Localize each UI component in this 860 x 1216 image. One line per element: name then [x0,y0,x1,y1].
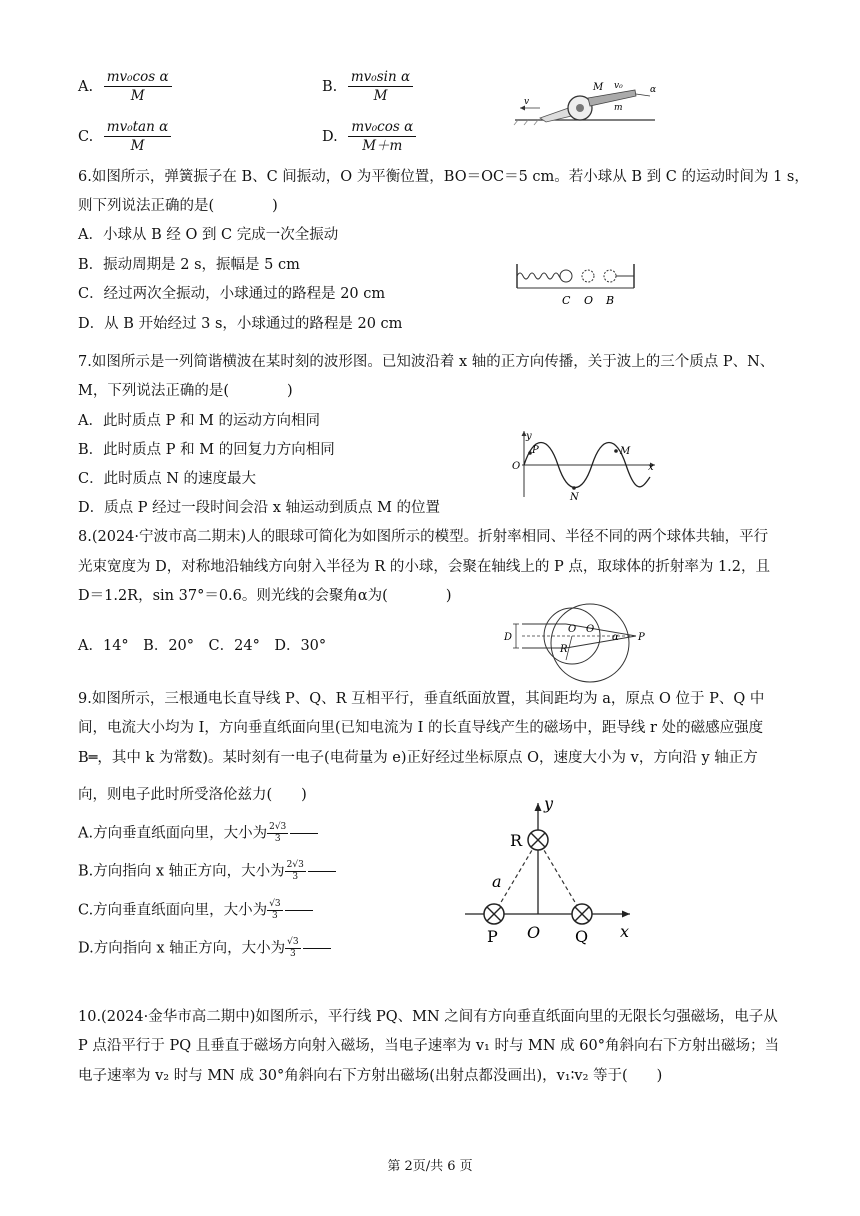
q6-label-C: C [562,294,571,307]
q8-eye-figure [500,602,660,684]
underline [303,948,331,949]
q8-stem-line3: D＝1.2R，sin 37°＝0.6。则光线的会聚角α为( ) [78,588,452,604]
q5-option-b [322,68,413,105]
fraction-denominator: 3 [274,834,281,844]
q9-option-a-text: A.方向垂直纸面向里，大小为 [78,825,268,842]
q10-stem-line2: P 点沿平行于 PQ 且垂直于磁场方向射入磁场，当电子速率为 v₁ 时与 MN 成 60°角斜向右下方射出磁场；当 [78,1038,780,1054]
q9-option-b [78,860,336,883]
fraction-numerator: √3 [269,899,281,909]
q6-spring-figure [512,262,642,310]
fraction-numerator: mv₀sin α [348,68,413,87]
fraction-numerator: 2√3 [286,860,304,870]
q5-option-a-fraction [104,68,172,105]
q5-label-alpha: α [650,85,657,95]
fraction-numerator: mv₀cos α [104,68,172,87]
q5-option-b-fraction [348,68,413,105]
fraction-denominator: 3 [289,949,296,959]
fraction-denominator: M [130,138,145,154]
q7-option-d: D．质点 P 经过一段时间会沿 x 轴运动到质点 M 的位置 [78,500,441,516]
q9-option-d [78,937,331,960]
q6-stem-line1: 6.如图所示，弹簧振子在 B、C 间振动，O 为平衡位置，BO＝OC＝5 cm。若小球从 B 到 C 的运动时间为 1 s， [78,169,809,185]
q8-label-R: R [560,644,568,655]
q8-label-O-small: O [568,624,577,635]
fraction-numerator: 2√3 [269,822,287,832]
q6-label-B: B [606,294,615,307]
fraction-denominator: M [130,88,145,104]
q5-option-d-label: D. [322,128,338,145]
fraction-denominator: M＋m [362,138,403,154]
q5-option-c [78,118,171,155]
q9-stem-line3: B═，其中 k 为常数)。某时刻有一电子(电荷量为 e)正好经过坐标原点 O，速度大小为 v，方向沿 y 轴正方 [78,750,758,766]
q8-options: A．14° B．20° C．24° D．30° [78,638,327,654]
q7-stem-line1: 7.如图所示是一列简谐横波在某时刻的波形图。已知波沿着 x 轴的正方向传播，关于波上的三个质点 P、N、 [78,354,775,370]
q9-label-O: O [527,923,541,942]
q5-option-a-label: A. [78,78,94,95]
q5-option-b-label: B. [322,78,338,95]
q7-label-x: x [648,462,654,473]
q7-label-y: y [526,431,532,442]
q5-label-v0: v₀ [614,81,623,91]
q5-label-M: M [593,82,604,93]
q7-label-M: M [620,446,631,457]
q8-stem-line1: 8.(2024·宁波市高二期末)人的眼球可简化为如图所示的模型。折射率相同、半径不同的两个球体共轴，平行 [78,529,769,545]
q9-stem-line4: 向，则电子此时所受洛伦兹力( ) [78,787,307,803]
q6-option-c: C．经过两次全振动，小球通过的路程是 20 cm [78,286,386,302]
q6-option-d: D．从 B 开始经过 3 s，小球通过的路程是 20 cm [78,316,403,332]
q9-option-c-text: C.方向垂直纸面向里，大小为 [78,902,268,919]
q9-option-b-fraction [285,860,306,883]
fraction-numerator: mv₀tan α [104,118,171,137]
underline [290,833,318,834]
q9-stem-line2: 间，电流大小均为 I，方向垂直纸面向里(已知电流为 I 的长直导线产生的磁场中，距导线 r 处的磁感应强度 [78,720,764,736]
underline [285,910,313,911]
q9-wires-figure [460,795,640,945]
q8-label-D: D [504,632,513,643]
q6-label-O: O [584,294,594,307]
fraction-numerator: √3 [287,937,299,947]
q9-label-a: a [492,872,502,891]
wire-R-cross-icon [528,830,548,850]
page-footer: 第 2页/共 6 页 [387,1159,473,1174]
q5-option-d-fraction [348,118,416,155]
q9-option-b-text: B.方向指向 x 轴正方向，大小为 [78,863,285,880]
q9-option-a-fraction [267,822,288,845]
q10-stem-line1: 10.(2024·金华市高二期中)如图所示，平行线 PQ、MN 之间有方向垂直纸面向里的无限长匀强磁场，电子从 [78,1009,778,1025]
q6-stem-line2: 则下列说法正确的是( ) [78,198,278,214]
q7-option-b: B．此时质点 P 和 M 的回复力方向相同 [78,442,335,458]
q9-option-c [78,899,313,922]
q5-option-d [322,118,416,155]
q7-option-a: A．此时质点 P 和 M 的运动方向相同 [78,413,321,429]
q9-option-d-text: D.方向指向 x 轴正方向，大小为 [78,940,286,957]
q5-label-v: v [524,97,530,107]
q8-label-alpha: α [612,632,619,643]
q7-wave-figure [510,425,660,503]
q8-label-P: P [638,632,645,643]
q8-stem-line2: 光束宽度为 D，对称地沿轴线方向射入半径为 R 的小球，会聚在轴线上的 P 点，取球体的折射率为 1.2，且 [78,559,771,575]
q9-stem-line1: 9.如图所示，三根通电长直导线 P、Q、R 互相平行，垂直纸面放置，其间距均为 a，原点 O 位于 P、Q 中 [78,691,765,707]
q5-label-m: m [614,103,623,113]
q7-option-c: C．此时质点 N 的速度最大 [78,471,256,487]
q6-option-a: A．小球从 B 经 O 到 C 完成一次全振动 [78,227,339,243]
q8-label-O-large: O [586,624,595,635]
q9-label-P: P [487,927,498,945]
q9-option-d-fraction [285,937,300,960]
fraction-denominator: M [373,88,388,104]
q5-option-c-fraction [104,118,171,155]
q5-option-a [78,68,172,105]
q10-stem-line3: 电子速率为 v₂ 时与 MN 成 30°角斜向右下方射出磁场(出射点都没画出)，v₁∶v₂ 等于( ) [78,1068,663,1084]
q5-cannon-figure [510,78,660,128]
q9-label-Q: Q [575,927,589,945]
fraction-numerator: mv₀cos α [348,118,416,137]
q7-label-P: P [532,445,539,456]
q9-option-a [78,822,318,845]
q9-label-y: y [544,795,554,813]
q7-label-N: N [570,492,579,503]
fraction-denominator: 3 [292,872,299,882]
q9-label-x: x [620,922,630,941]
underline [308,871,336,872]
q9-option-c-fraction [267,899,282,922]
q7-label-O: O [512,461,521,472]
wire-Q-cross-icon [572,904,592,924]
q7-stem-line2: M，下列说法正确的是( ) [78,383,293,399]
q9-label-R: R [510,831,523,850]
q6-option-b: B．振动周期是 2 s，振幅是 5 cm [78,257,300,273]
wire-P-cross-icon [484,904,504,924]
fraction-denominator: 3 [272,911,278,921]
q5-option-c-label: C. [78,128,94,145]
